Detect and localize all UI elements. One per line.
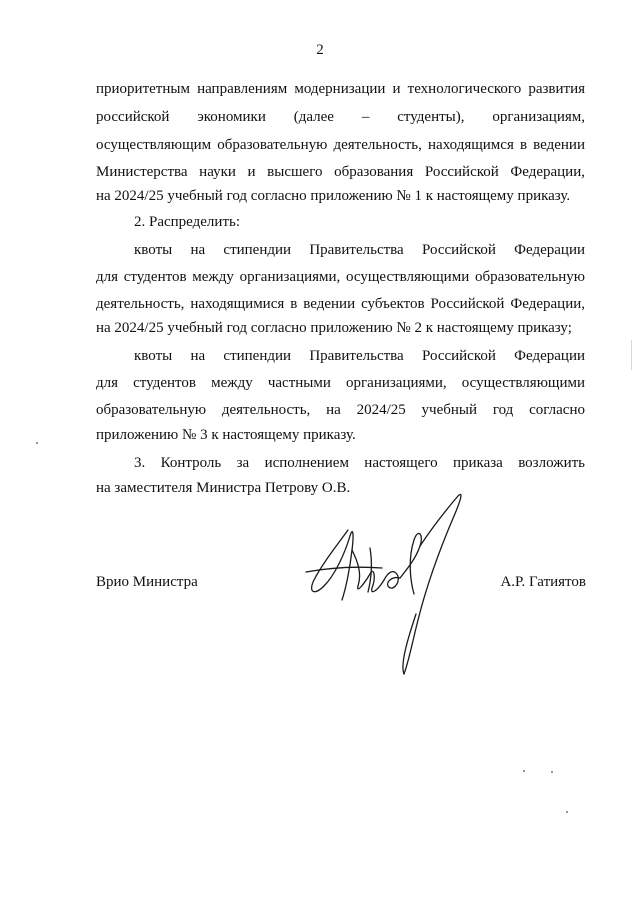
body-line: Министерства науки и высшего образования Российской Федерации, bbox=[96, 164, 585, 180]
body-line: на заместителя Министра Петрову О.В. bbox=[96, 480, 351, 496]
body-line: осуществляющим образовательную деятельность, находящимся в ведении bbox=[96, 137, 585, 153]
body-line: приоритетным направлениям модернизации и технологического развития bbox=[96, 81, 585, 97]
scan-speck bbox=[36, 442, 38, 444]
body-line: 3. Контроль за исполнением настоящего приказа возложить bbox=[134, 455, 585, 471]
scan-speck bbox=[551, 771, 553, 773]
scan-speck bbox=[566, 811, 568, 813]
signatory-title: Врио Министра bbox=[96, 574, 198, 590]
handwritten-signature bbox=[300, 488, 470, 678]
body-line: на 2024/25 учебный год согласно приложению № 2 к настоящему приказу; bbox=[96, 320, 572, 336]
body-line: приложению № 3 к настоящему приказу. bbox=[96, 427, 356, 443]
section-heading: 2. Распределить: bbox=[134, 214, 241, 230]
scan-edge-mark bbox=[631, 340, 632, 370]
body-line: для студентов между организациями, осуществляющими образовательную bbox=[96, 269, 585, 285]
scan-speck bbox=[523, 770, 525, 772]
body-line: деятельность, находящимися в ведении субъектов Российской Федерации, bbox=[96, 296, 585, 312]
body-line: для студентов между частными организациями, осуществляющими bbox=[96, 375, 585, 391]
body-line: квоты на стипендии Правительства Российской Федерации bbox=[134, 348, 585, 364]
body-line: российской экономики (далее – студенты), организациям, bbox=[96, 109, 585, 125]
body-line: квоты на стипендии Правительства Российской Федерации bbox=[134, 242, 585, 258]
signatory-name: А.Р. Гатиятов bbox=[500, 574, 586, 590]
body-line: образовательную деятельность, на 2024/25 учебный год согласно bbox=[96, 402, 585, 418]
body-line: на 2024/25 учебный год согласно приложению № 1 к настоящему приказу. bbox=[96, 188, 571, 204]
page-number: 2 bbox=[316, 42, 324, 58]
